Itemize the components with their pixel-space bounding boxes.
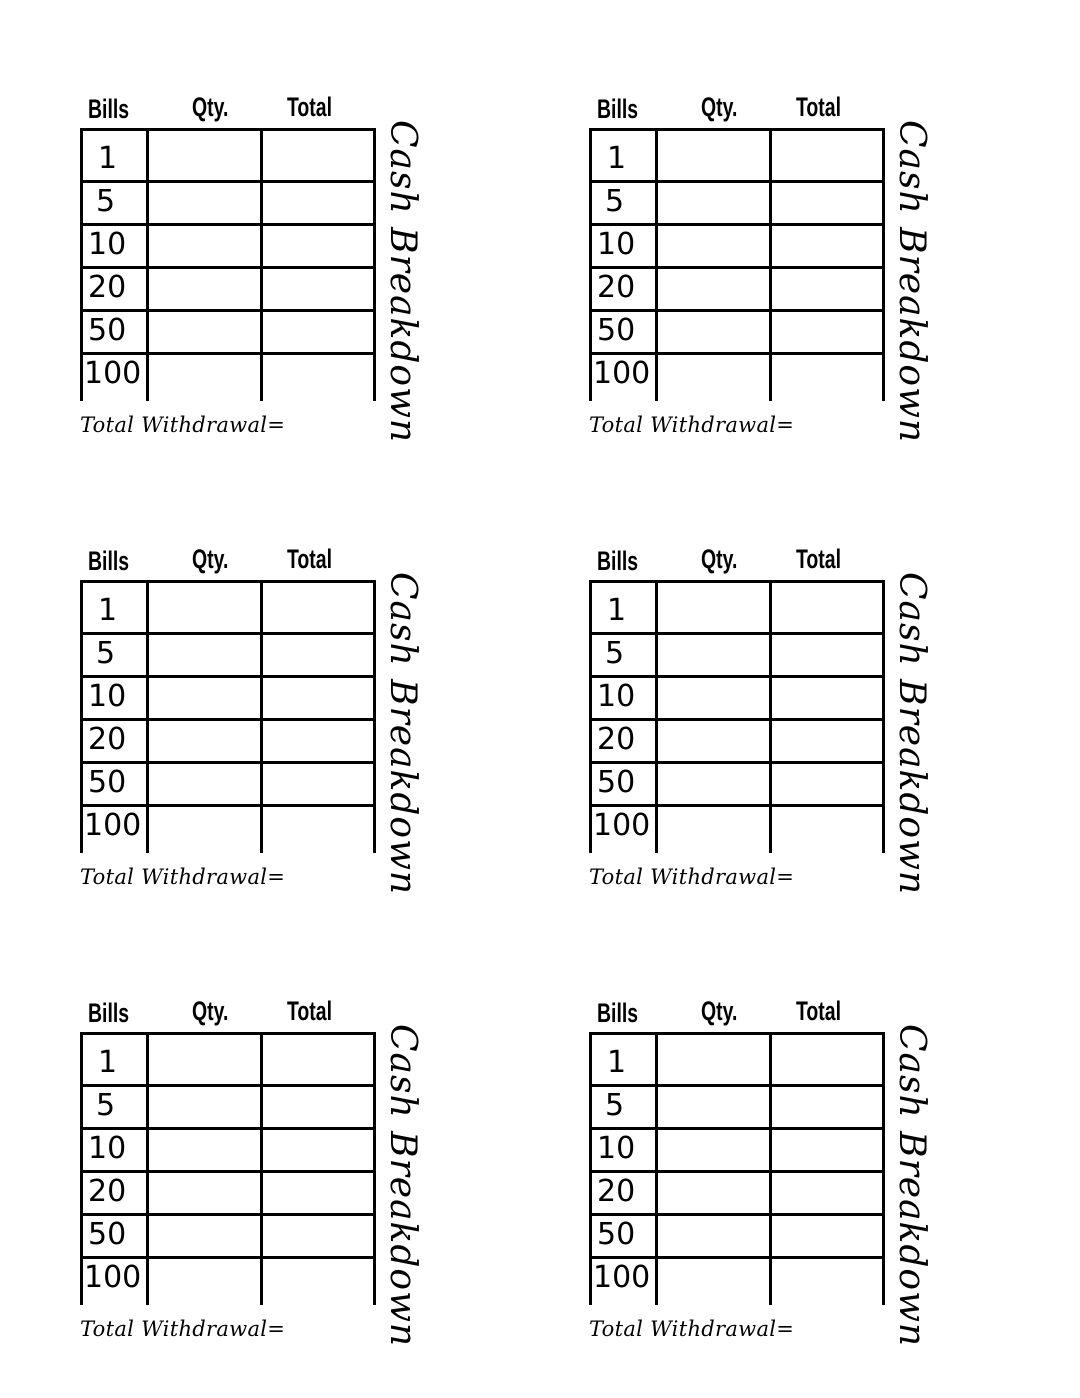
total-header: Total (796, 544, 841, 574)
bill-value: 20 (597, 1174, 636, 1209)
cash-breakdown-card-1 (80, 92, 460, 452)
table-rule (589, 128, 885, 131)
table-divider (769, 1032, 772, 1305)
breakdown-table (80, 1032, 376, 1305)
total-header: Total (287, 996, 332, 1026)
bill-value: 50 (597, 765, 636, 800)
bill-value: 20 (88, 270, 127, 305)
bill-value: 5 (96, 636, 116, 671)
total-header: Total (796, 92, 841, 122)
breakdown-table (589, 580, 885, 853)
table-divider (373, 128, 376, 401)
table-divider (260, 1032, 263, 1305)
bill-value: 5 (605, 1088, 625, 1123)
table-divider (373, 580, 376, 853)
bills-header: Bills (88, 546, 130, 576)
total-header: Total (796, 996, 841, 1026)
cash-breakdown-card-4 (589, 544, 969, 904)
bill-value: 10 (88, 1131, 127, 1166)
bill-value: 10 (88, 679, 127, 714)
bill-value: 20 (88, 1174, 127, 1209)
total-withdrawal-label: Total Withdrawal= (80, 413, 286, 437)
bill-value: 20 (597, 722, 636, 757)
total-header: Total (287, 92, 332, 122)
total-withdrawal-label: Total Withdrawal= (589, 1317, 795, 1341)
table-divider (260, 128, 263, 401)
total-withdrawal-label: Total Withdrawal= (589, 865, 795, 889)
qty-header: Qty. (701, 996, 738, 1026)
bill-value: 10 (597, 679, 636, 714)
cash-breakdown-card-2 (589, 92, 969, 452)
table-divider (260, 580, 263, 853)
bill-value: 100 (84, 356, 142, 391)
breakdown-table (80, 128, 376, 401)
bill-value: 5 (96, 184, 116, 219)
bill-value: 20 (597, 270, 636, 305)
table-divider (769, 580, 772, 853)
bill-value: 1 (607, 1045, 627, 1080)
bill-value: 100 (593, 356, 651, 391)
qty-header: Qty. (192, 92, 229, 122)
bill-value: 50 (597, 313, 636, 348)
table-rule (80, 1032, 376, 1035)
cash-breakdown-card-5 (80, 996, 460, 1356)
cash-breakdown-title: Cash Breakdown (382, 120, 423, 444)
cash-breakdown-title: Cash Breakdown (891, 572, 932, 896)
table-divider (882, 1032, 885, 1305)
bill-value: 100 (84, 808, 142, 843)
bill-value: 50 (88, 1217, 127, 1252)
table-rule (589, 580, 885, 583)
bills-header: Bills (88, 94, 130, 124)
total-withdrawal-label: Total Withdrawal= (80, 1317, 286, 1341)
bill-value: 10 (88, 227, 127, 262)
bill-value: 5 (605, 636, 625, 671)
bill-value: 1 (607, 593, 627, 628)
bill-value: 10 (597, 1131, 636, 1166)
total-withdrawal-label: Total Withdrawal= (80, 865, 286, 889)
qty-header: Qty. (192, 996, 229, 1026)
cash-breakdown-title: Cash Breakdown (382, 1024, 423, 1348)
table-divider (882, 580, 885, 853)
cash-breakdown-title: Cash Breakdown (891, 1024, 932, 1348)
bills-header: Bills (597, 94, 639, 124)
breakdown-table (589, 128, 885, 401)
qty-header: Qty. (701, 92, 738, 122)
table-rule (589, 1032, 885, 1035)
qty-header: Qty. (192, 544, 229, 574)
cash-breakdown-title: Cash Breakdown (891, 120, 932, 444)
bill-value: 50 (597, 1217, 636, 1252)
breakdown-table (589, 1032, 885, 1305)
bill-value: 100 (593, 1260, 651, 1295)
bill-value: 1 (98, 593, 118, 628)
cash-breakdown-card-3 (80, 544, 460, 904)
table-divider (882, 128, 885, 401)
table-divider (373, 1032, 376, 1305)
bill-value: 20 (88, 722, 127, 757)
bill-value: 1 (98, 141, 118, 176)
bills-header: Bills (597, 998, 639, 1028)
total-withdrawal-label: Total Withdrawal= (589, 413, 795, 437)
total-header: Total (287, 544, 332, 574)
bills-header: Bills (88, 998, 130, 1028)
bill-value: 100 (593, 808, 651, 843)
cash-breakdown-title: Cash Breakdown (382, 572, 423, 896)
bill-value: 100 (84, 1260, 142, 1295)
bill-value: 50 (88, 313, 127, 348)
bill-value: 5 (605, 184, 625, 219)
bill-value: 1 (607, 141, 627, 176)
bill-value: 5 (96, 1088, 116, 1123)
breakdown-table (80, 580, 376, 853)
bills-header: Bills (597, 546, 639, 576)
bill-value: 50 (88, 765, 127, 800)
table-rule (80, 128, 376, 131)
bill-value: 1 (98, 1045, 118, 1080)
table-rule (80, 580, 376, 583)
table-divider (769, 128, 772, 401)
bill-value: 10 (597, 227, 636, 262)
qty-header: Qty. (701, 544, 738, 574)
cash-breakdown-card-6 (589, 996, 969, 1356)
